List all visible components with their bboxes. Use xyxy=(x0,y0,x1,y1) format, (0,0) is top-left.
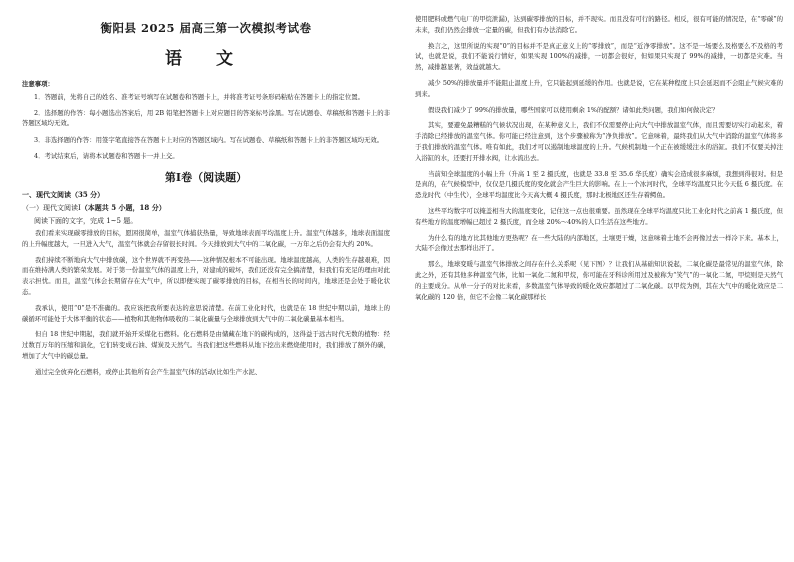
passage-paragraph: 我们持续不断地向大气中排放碳，这个世界就不再变热——这种情况根本不可能出现。地球温度越高，人类的生存越艰难，因而在维持满人类的繁荣发展。对于第一份温室气体的温度上升，对建成的破坏，我们还没有完全搞清楚，但我们有充足的理由对此表示担忧。而且，温室气体会长期留存在大气中，所以即便实现了碳零排放的目标，在相当长的时间内，地球还是会处于暖化状态。 xyxy=(22,255,390,296)
right-column xyxy=(415,14,783,307)
reading-instruction: 阅读下面的文字，完成 1~5 题。 xyxy=(34,217,138,226)
subsection-label: （一）现代文阅读Ⅰ xyxy=(22,204,81,213)
section-heading: 一、现代文阅读（35 分） xyxy=(22,190,105,200)
left-column xyxy=(22,14,390,383)
passage-paragraph: 我们看来实现碳零排放的目标，愿困很简单，温室气体捕获热量，导致地球表面平均温度上升。温室气体越多，地球表面温度的上升幅度越大，一旦进入大气，温室气体就会存留很长时间。今天排放到大气中的二氧化碳，一万年之后仍会有大约 20%。 xyxy=(22,229,390,248)
volume-title: 第Ⅰ卷（阅读题） xyxy=(164,171,248,185)
passage-paragraph: 使用肥料或燃气电厂的甲烷泄漏)，达到碳零排放的目标，并不现实。而且没有可行的路径。相反，很有可能的情况是，在“零碳”的未来，我们仍然会排放一定量的碳，但我们有办法消除它。 xyxy=(415,15,783,34)
notice-item: 1．答题前，先将自己的姓名、准考证号填写在试题卷和答题卡上，并将准考证号条形码粘贴在答题卡上的指定位置。 xyxy=(34,93,364,101)
subsection-heading xyxy=(22,203,390,213)
passage-paragraph: 这些平均数字可以掩盖相当大的温度变化，记住这一点也很重要。虽然现在全球平均温度只比工业化时代之前高 1 摄氏度，但有些地方的温度增幅已超过 2 摄氏度，而全球 20%～40%的人口生活在这些地方。 xyxy=(415,206,783,226)
passage-paragraph: 那么，地球变暖与温室气体排放之间存在什么关系呢（见下图）？让我们从基础知识说起，二氧化碳是最常见的温室气体，除此之外，还有其他多种温室气体，比如一氧化二氮和甲烷，你可能在牙科诊所用过及被称为“笑气”的一氧化二氮，甲烷则是天然气的主要成分。从单一分子的对比来看，多数温室气体导致的暖化效应都超过了二氧化碳。以甲烷为例，其在大气中的暖化效应是二氧化碳的 120 倍，但它不会像二氧化碳那样长 xyxy=(415,260,783,301)
passage-paragraph: 为什么有的地方比其他地方更热呢？在一些大陆的内部地区，土壤更干燥，这意味着土地不会再像过去一样冷下来。基本上，大陆不会像过去那样出汗了。 xyxy=(415,233,783,253)
passage-paragraph: 我承认，使用“0”是不准确的。我应该把我所要表达的意思说清楚。在前工业化时代，也就是在 18 世纪中期以前，地球上的碳循环可能处于大体平衡的状态——植物和其他物体吸收的二氧化碳量与全球排放到大气中的二氧化碳量基本相当。 xyxy=(22,303,390,323)
passage-paragraph: 但自 18 世纪中期起，我们就开始开采煤化石燃料。化石燃料是由储藏在地下的碳构成的，这得益于远古时代无数的植物：经过数百万年的压缩和演化，它们转变成石油、煤炭及天然气。当我们把这些燃料从地下挖出来燃烧使用时，我们排放了额外的碳，增加了大气中的碳总量。 xyxy=(22,330,390,360)
passage-paragraph: 假设我们减少了 99%的排放量，哪些国家可以使用剩余 1%的配额？诸如此类问题，我们如何做决定？ xyxy=(428,105,719,114)
subject-title: 语 文 xyxy=(165,49,247,69)
notice-item: 2．选择题的作答：每小题选出答案后，用 2B 铅笔把答题卡上对应题目的答案标号涂黑。写在试题卷、草稿纸和答题卡上的非答题区域均无效。 xyxy=(22,109,390,128)
subsection-note: （本题共 5 小题，18 分） xyxy=(80,203,166,213)
passage-paragraph: 当前知全球温度的小幅上升（升高 1 至 2 摄氏度，也就是 33.8 至 35.6 华氏度）确实会造成很多麻烦，我想到得很对。但是是真的，在气候模型中，仅仅是几摄氏度的变化就会产生巨大的影响。在上一个冰河时代，全球平均温度只比今天低 6 摄氏度。在恐龙时代（中生代），全球平均温度比今天高大概 4 摄氏度，那时北极地区还生存着鳄鱼。 xyxy=(415,169,783,200)
notice-heading: 注意事项： xyxy=(22,80,54,88)
exam-title: 衡阳县 2025 届高三第一次模拟考试卷 xyxy=(100,21,312,35)
notice-item: 3．非选择题的作答：用签字笔直接答在答题卡上对应的答题区域内。写在试题卷、草稿纸和答题卡上的非答题区域均无效。 xyxy=(34,135,384,144)
notice-item: 4．考试结束后，请将本试题卷和答题卡一并上交。 xyxy=(34,151,179,160)
passage-paragraph: 通过完全放弃化石燃料，或停止其他所有会产生温室气体的活动(比如生产水泥、 xyxy=(35,367,262,376)
passage-paragraph: 其实，要避免最糟糕的气候状况出现，在某种意义上，我们不仅需要停止向大气中排放温室气体，而且需要切实行动起来，着手消除已经排放的温室气体。你可能已经注意到，这个步骤被称为“净负排放”。它意味着，最终我们从大气中消除的温室气体将多于我们排放的温室气体。唯有如此，我们才可以遏制地球温度的上升。气候机制地一个正在被缓缓注水的浴缸。我们不仅要关掉注入浴缸的水，还要打开排水阀，让水流出去。 xyxy=(415,121,783,162)
passage-paragraph: 换言之，这里所说的实现“0”的目标并不是真正意义上的“零排放”，而是“近净零排放”。这不是一场要么及格要么不及格的考试，也就是说，我们不能说行情好，如果实现 100%的减排，一切都会很好，但如果只实现了 99%的减排，一切都是灾难。当然，减排越显著，效益就越大。 xyxy=(415,41,783,72)
passage-paragraph: 减少 50%的排放量并不能阻止温度上升，它只能起到延缓的作用。也就是说，它在某种程度上只会延迟而不会阻止气候灾难的到来。 xyxy=(415,78,783,98)
